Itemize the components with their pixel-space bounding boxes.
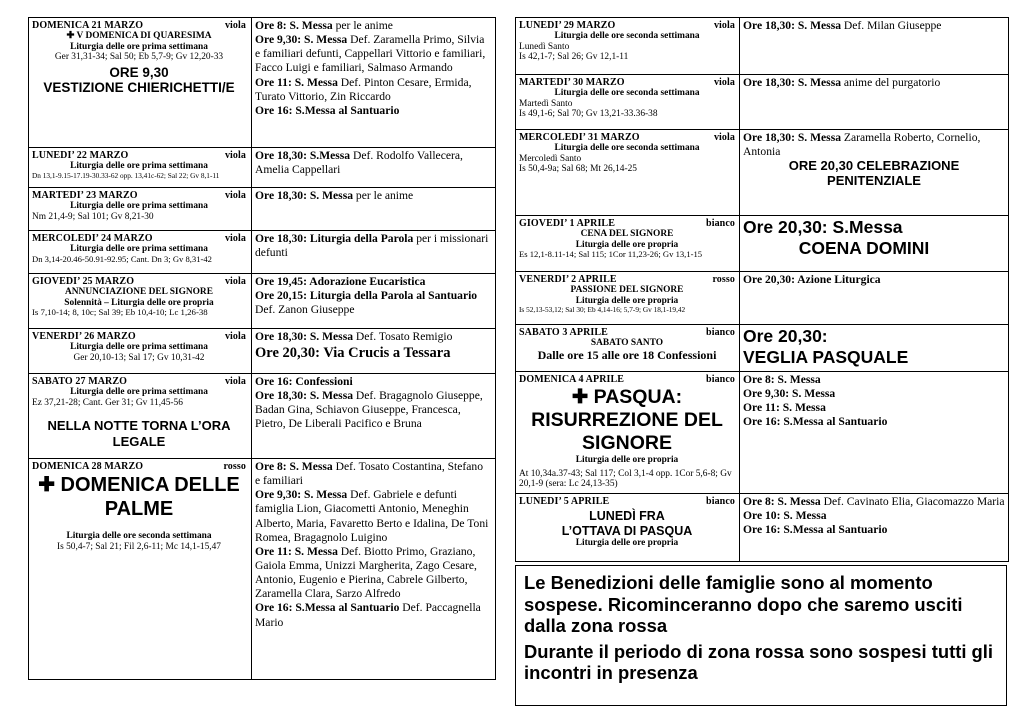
cell-text: viola [224, 276, 246, 287]
cell-text: Ore 8: S. Messa [255, 19, 333, 32]
notice-blessings: Le Benedizioni delle famiglie sono al momento sospese. Ricominceranno dopo che saremo usciti dalla zona rossa [524, 572, 963, 637]
cell-text: viola [224, 376, 246, 387]
cell-text [255, 104, 491, 118]
cell-text [519, 327, 735, 338]
cell-text: viola [224, 233, 246, 244]
row-domenica-28 [29, 459, 495, 679]
row-lunedi-5 [516, 494, 1008, 561]
cell-text [519, 274, 735, 285]
cell-text: Ore 20,30: Via Crucis a Tessara [255, 345, 451, 362]
cell-text [519, 20, 735, 63]
cell-text [255, 460, 491, 630]
cell-text [32, 190, 246, 222]
notice-box [515, 565, 1007, 706]
cell-text: Def. Zanon Giuseppe [255, 303, 355, 317]
cell-text: Liturgia delle ore seconda settimana [554, 31, 700, 42]
row-venerdi-2 [516, 272, 1008, 325]
cell-text [255, 19, 491, 118]
cell-text: ✚ DOMENICA DELLE PALME [38, 474, 240, 520]
cell-text [743, 76, 1005, 90]
cell-text [743, 415, 1005, 429]
cell-text: Liturgia delle ore seconda settimana [554, 143, 700, 154]
cell-text [32, 190, 246, 201]
cell-text: Ore 18,30: S.Messa [255, 149, 351, 162]
cell-text: Ore 16: S.Messa al Santuario [743, 523, 888, 537]
cell-text [519, 374, 735, 490]
cell-text [32, 331, 246, 363]
cell-text [519, 20, 735, 31]
cell-text: Ore 8: S. Messa [255, 460, 333, 473]
cell-text: LUNEDÌ FRA L’OTTAVA DI PASQUA [561, 509, 693, 538]
cell-text [519, 132, 735, 143]
cell-text: Ore 18,30: S. Messa [255, 389, 353, 403]
cell-text [519, 77, 735, 120]
cell-text [255, 601, 491, 629]
cell-text [743, 19, 1005, 33]
cell-text: Def. Milan Giuseppe [841, 19, 942, 32]
cell-text: Liturgia delle ore prima settimana [70, 342, 208, 353]
cell-text: Is 52,13-53,12; Sal 30; Eb 4,14-16; 5,7-9; Gv 18,1-19,42 [519, 305, 686, 315]
cell-text: per le anime [353, 189, 414, 202]
cell-text: VENERDI’ 2 APRILE [519, 274, 617, 285]
cell-text: viola [713, 77, 735, 88]
cell-text [743, 19, 1005, 33]
cell-text: viola [224, 20, 246, 31]
cell-text: Zaramella Roberto, Cornelio, Antonia [743, 131, 981, 159]
row-giovedi-25 [29, 274, 495, 329]
cell-text: Def. Pinton Cesare, Ermida, Turato Vittorio, Zin Riccardo [255, 75, 472, 103]
cell-text: VEGLIA PASQUALE [743, 347, 909, 367]
cell-text: Es 12,1-8.11-14; Sal 115; 1Cor 11,23-26; Gv 13,1-15 [519, 249, 703, 260]
cell-text: viola [224, 331, 246, 342]
cell-text: Ore 9,30: S. Messa [255, 488, 348, 502]
cell-text: Def. Paccagnella Mario [255, 601, 481, 629]
row-lunedi-29 [516, 18, 1008, 75]
cell-text: SABATO 3 APRILE [519, 327, 608, 338]
cell-text: DOMENICA 21 MARZO [32, 20, 144, 31]
cell-text [743, 509, 1005, 523]
row-giovedi-1 [516, 216, 1008, 272]
cell-text [255, 545, 491, 602]
cell-text: bianco [706, 327, 735, 338]
cell-text: Ore 20,30: S.Messa [743, 217, 903, 237]
cell-text: Liturgia delle ore propria [575, 537, 679, 548]
cell-text: Ore 18,30: S. Messa [743, 19, 841, 32]
cell-text: COENA DOMINI [798, 238, 930, 258]
cell-text: Ore 16: S.Messa al Santuario [255, 601, 400, 615]
cell-text [519, 132, 735, 175]
cell-text: Liturgia delle ore propria [575, 239, 679, 250]
cell-text: LUNEDI’ 29 MARZO [519, 20, 616, 31]
cell-text: Is 42,1-7; Sal 26; Gv 12,1-11 [519, 52, 629, 63]
cell-text [32, 20, 246, 95]
cell-text: Ore 16: Confessioni [255, 375, 353, 388]
cell-text: viola [224, 150, 246, 161]
cell-text: MARTEDI’ 23 MARZO [32, 190, 138, 201]
right-schedule-table [515, 17, 1009, 562]
cell-text [519, 374, 735, 385]
cell-text: Is 50,4-9a; Sal 68; Mt 26,14-25 [519, 164, 637, 175]
cell-text: VENERDI’ 26 MARZO [32, 331, 136, 342]
cell-text [255, 488, 491, 545]
cell-text: Liturgia delle ore prima settimana [70, 244, 208, 255]
cell-text: bianco [706, 218, 735, 229]
cell-text: Def. Biotto Primo, Graziano, Gaiola Emma, Unizzi Margherita, Zago Cesare, Antonio, Eugenio e Pierina, Cabrele Gilberto, Zaramella Clara, Sarzo Alfredo [255, 544, 477, 601]
cell-text: Liturgia delle ore seconda settimana [554, 88, 700, 99]
cell-text: Lunedì Santo [519, 41, 570, 52]
cell-text: Ore 18,30: Liturgia della Parola [255, 232, 414, 245]
cell-text: MERCOLEDI’ 24 MARZO [32, 233, 153, 244]
cell-text: Ore 11: S. Messa [255, 75, 338, 89]
cell-text [519, 77, 735, 88]
cell-text: Ore 9,30: S. Messa [255, 33, 348, 47]
cell-text: Ore 20,30: [743, 326, 828, 346]
cell-text: Def. Tosato Costantina, Stefano e familiari [255, 460, 484, 488]
cell-text [255, 189, 491, 203]
cell-text: Martedì Santo [519, 98, 573, 109]
cell-text: CENA DEL SIGNORE [580, 229, 674, 240]
cell-text [743, 387, 1005, 401]
row-domenica-4 [516, 372, 1008, 494]
cell-text: Dn 13,1-9.15-17.19-30.33-62 opp. 13,41c-62; Sal 22; Gv 8,1-11 [32, 170, 220, 180]
row-martedi-30 [516, 75, 1008, 130]
cell-text: Liturgia delle ore prima settimana [70, 201, 208, 212]
cell-text: Ore 16: S.Messa al Santuario [255, 103, 400, 117]
cell-text: PASSIONE DEL SIGNORE [570, 285, 684, 296]
cell-text: DOMENICA 28 MARZO [32, 461, 144, 472]
cell-text [255, 460, 491, 488]
cell-text [743, 373, 1005, 430]
cell-text: viola [713, 20, 735, 31]
cell-text: Ore 19,45: Adorazione Eucaristica [255, 275, 426, 288]
cell-text: anime del purgatorio [841, 76, 941, 89]
cell-text: Dalle ore 15 alle ore 18 Confessioni [537, 347, 717, 362]
cell-text [32, 20, 246, 31]
cell-text: Is 7,10-14; 8, 10c; Sal 39; Eb 10,4-10; Lc 1,26-38 [32, 307, 208, 318]
cell-text: viola [713, 132, 735, 143]
cell-text: viola [224, 190, 246, 201]
cell-text: ORE 20,30 CELEBRAZIONE PENITENZIALE [788, 158, 960, 189]
cell-text: Ger 31,31-34; Sal 50; Eb 5,7-9; Gv 12,20-33 [54, 52, 224, 63]
cell-text [255, 189, 491, 203]
cell-text [519, 496, 735, 548]
cell-text: Ore 8: S. Messa [743, 495, 821, 508]
cell-text: At 10,34a.37-43; Sal 117; Col 3,1-4 opp. 1Cor 5,6-8; Gv 20,1-9 (sera: Lc 24,13-35) [519, 468, 732, 490]
cell-text [743, 131, 1005, 189]
left-schedule-table [28, 17, 496, 680]
cell-text [255, 330, 491, 344]
cell-text: Ore 18,30: S. Messa [255, 330, 353, 343]
cell-text: rosso [223, 461, 246, 472]
cell-text: Ore 18,30: S. Messa [743, 76, 841, 89]
row-sabato-3 [516, 325, 1008, 372]
cell-text [743, 131, 1005, 159]
cell-text: per le anime [332, 19, 393, 32]
cell-text [255, 149, 491, 177]
cell-text [743, 523, 1005, 537]
cell-text: NELLA NOTTE TORNA L’ORA LEGALE [47, 418, 231, 449]
cell-text: Is 50,4-7; Sal 21; Fil 2,6-11; Mc 14,1-15,47 [57, 541, 221, 552]
cell-text: Ore 20,30: Azione Liturgica [743, 273, 881, 286]
cell-text: Liturgia delle ore prima settimana [70, 387, 208, 398]
row-martedi-23 [29, 188, 495, 231]
cell-text: Ore 16: S.Messa al Santuario [743, 415, 888, 429]
cell-text [743, 401, 1005, 415]
cell-text: Def. Zaramella Primo, Silvia e familiari defunti, Cappellari Vittorio e familiari, Facco Luigi e familiari, Salmaso Armando [255, 33, 486, 75]
row-venerdi-26 [29, 329, 495, 374]
cell-text [743, 495, 1005, 537]
cell-text: Nm 21,4-9; Sal 101; Gv 8,21-30 [32, 211, 154, 222]
row-mercoledi-24 [29, 231, 495, 274]
cell-text: Liturgia delle ore prima settimana [70, 161, 208, 172]
cell-text: Def. Rodolfo Vallecera, Amelia Cappellari [255, 149, 463, 177]
cell-text: Ore 20,15: Liturgia della Parola al Santuario [255, 289, 478, 303]
cell-text [255, 232, 491, 260]
cell-text [255, 19, 491, 33]
cell-text [519, 496, 735, 507]
cell-text [519, 274, 735, 314]
cell-text: Ore 9,30: S. Messa [743, 387, 836, 401]
notice-meetings: Durante il periodo di zona rossa sono sospesi tutti gli incontri in presenza [524, 640, 994, 684]
cell-text [255, 275, 491, 317]
cell-text [519, 218, 735, 260]
cell-text: GIOVEDI’ 1 APRILE [519, 218, 615, 229]
cell-text: Ez 37,21-28; Cant. Ger 31; Gv 11,45-56 [32, 397, 183, 408]
cell-text: DOMENICA 4 APRILE [519, 374, 625, 385]
cell-text: Ore 8: S. Messa [743, 373, 821, 386]
cell-text [743, 495, 1005, 509]
cell-text: Is 49,1-6; Sal 70; Gv 13,21-33.36-38 [519, 109, 658, 120]
cell-text: Def. Cavinato Elia, Giacomazzo Maria [820, 495, 1005, 508]
row-lunedi-22 [29, 148, 495, 188]
cell-text [743, 373, 1005, 387]
cell-text: Mercoledì Santo [519, 153, 582, 164]
row-sabato-27 [29, 374, 495, 459]
cell-text: Ger 20,10-13; Sal 17; Gv 10,31-42 [73, 352, 205, 363]
cell-text: Def. Gabriele e defunti famiglia Lion, Giacometti Antonio, Meneghin Alberto, Maria, Favaretto Berto e Idalina, De Toni Romea, Bragagnolo Luigino [255, 488, 489, 544]
cell-text [255, 389, 491, 431]
cell-text [743, 273, 1005, 287]
cell-text: Def. Tosato Remigio [353, 330, 453, 343]
cell-text: LUNEDI’ 22 MARZO [32, 150, 129, 161]
cell-text: Ore 18,30: S. Messa [255, 189, 353, 202]
cell-text: rosso [712, 274, 735, 285]
cell-text: Liturgia delle ore propria [575, 295, 679, 306]
cell-text: LUNEDI’ 5 APRILE [519, 496, 610, 507]
cell-text: bianco [706, 374, 735, 385]
cell-text [255, 76, 491, 104]
cell-text: per i missionari defunti [255, 232, 489, 260]
cell-text [32, 276, 246, 287]
cell-text: Ore 10: S. Messa [743, 509, 827, 523]
cell-text: SABATO 27 MARZO [32, 376, 128, 387]
cell-text: ORE 9,30 [109, 64, 169, 80]
cell-text [32, 376, 246, 387]
cell-text: Ore 11: S. Messa [743, 401, 826, 415]
cell-text [255, 33, 491, 75]
cell-text [255, 275, 491, 289]
cell-text: Liturgia delle ore seconda settimana [66, 531, 212, 542]
cell-text: Def. Bragagnolo Giuseppe, Badan Gina, Schiavon Giuseppe, Francesca, Pietro, De Liberali Pacifico e Bruna [255, 389, 483, 431]
cell-text [519, 218, 735, 229]
cell-text [743, 273, 1005, 287]
cell-text: ✚ V DOMENICA DI QUARESIMA [66, 31, 212, 42]
cell-text [32, 233, 246, 244]
cell-text: MERCOLEDI’ 31 MARZO [519, 132, 640, 143]
cell-text: Solennità – Liturgia delle ore propria [64, 297, 214, 308]
row-mercoledi-31 [516, 130, 1008, 216]
cell-text [743, 217, 1005, 259]
cell-text [743, 76, 1005, 90]
cell-text [255, 330, 491, 362]
cell-text: VESTIZIONE CHIERICHETTI/E [43, 79, 235, 95]
cell-text [743, 326, 1005, 368]
cell-text [255, 289, 491, 317]
cell-text: bianco [706, 496, 735, 507]
cell-text [519, 327, 735, 362]
cell-text: Liturgia delle ore propria [575, 455, 679, 466]
cell-text [255, 375, 491, 389]
cell-text: Dn 3,14-20.46-50.91-92.95; Cant. Dn 3; Gv 8,31-42 [32, 253, 212, 264]
cell-text [32, 150, 246, 161]
row-domenica-21 [29, 18, 495, 148]
cell-text [255, 375, 491, 432]
cell-text: Liturgia delle ore prima settimana [70, 41, 208, 52]
cell-text [32, 233, 246, 264]
cell-text [255, 149, 491, 177]
cell-text: ✚ PASQUA: RISURREZIONE DEL SIGNORE [531, 386, 723, 455]
cell-text: Ore 11: S. Messa [255, 544, 338, 558]
cell-text [32, 276, 246, 318]
cell-text [32, 150, 246, 180]
cell-text [255, 232, 491, 260]
cell-text [32, 331, 246, 342]
cell-text [32, 461, 246, 472]
cell-text: MARTEDI’ 30 MARZO [519, 77, 625, 88]
cell-text [32, 376, 246, 449]
cell-text [32, 461, 246, 552]
cell-text: GIOVEDI’ 25 MARZO [32, 276, 135, 287]
cell-text: SABATO SANTO [590, 338, 664, 349]
cell-text: Ore 18,30: S. Messa [743, 131, 841, 144]
cell-text: ANNUNCIAZIONE DEL SIGNORE [65, 287, 213, 298]
